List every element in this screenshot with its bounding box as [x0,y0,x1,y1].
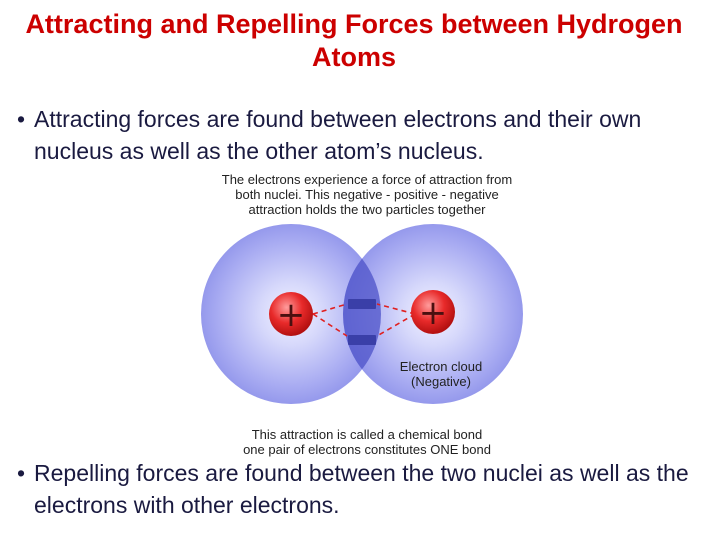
electron-top [348,299,376,309]
electron-bottom [348,335,376,345]
hydrogen-bond-diagram [195,168,555,458]
caption-top-line-2: both nuclei. This negative - positive - negative [235,187,499,202]
caption-top-line-3: attraction holds the two particles together [248,202,486,217]
bullet-repelling-forces [8,457,708,521]
slide-title: Attracting and Repelling Forces between Hydrogen Atoms [25,9,683,72]
bullet-attracting-forces [8,103,708,167]
caption-top-line-1: The electrons experience a force of attraction from [221,172,513,187]
nucleus-right-plus-icon: + [418,293,448,333]
bullet-text: Attracting forces are found between electrons and their own nucleus as well as the other atom’s nucleus. [34,106,642,164]
caption-bottom-line-2: one pair of electrons constitutes ONE bond [243,442,491,457]
cloud-label-line-2: (Negative) [411,374,471,389]
bullet-dot: • [16,460,26,486]
bullet-text: Repelling forces are found between the two nuclei as well as the electrons with other electrons. [34,460,689,518]
bullet-dot: • [16,106,26,132]
caption-bottom-line-1: This attraction is called a chemical bond [251,427,483,442]
nucleus-left-plus-icon: + [276,295,306,335]
cloud-label-line-1: Electron cloud [399,359,483,374]
